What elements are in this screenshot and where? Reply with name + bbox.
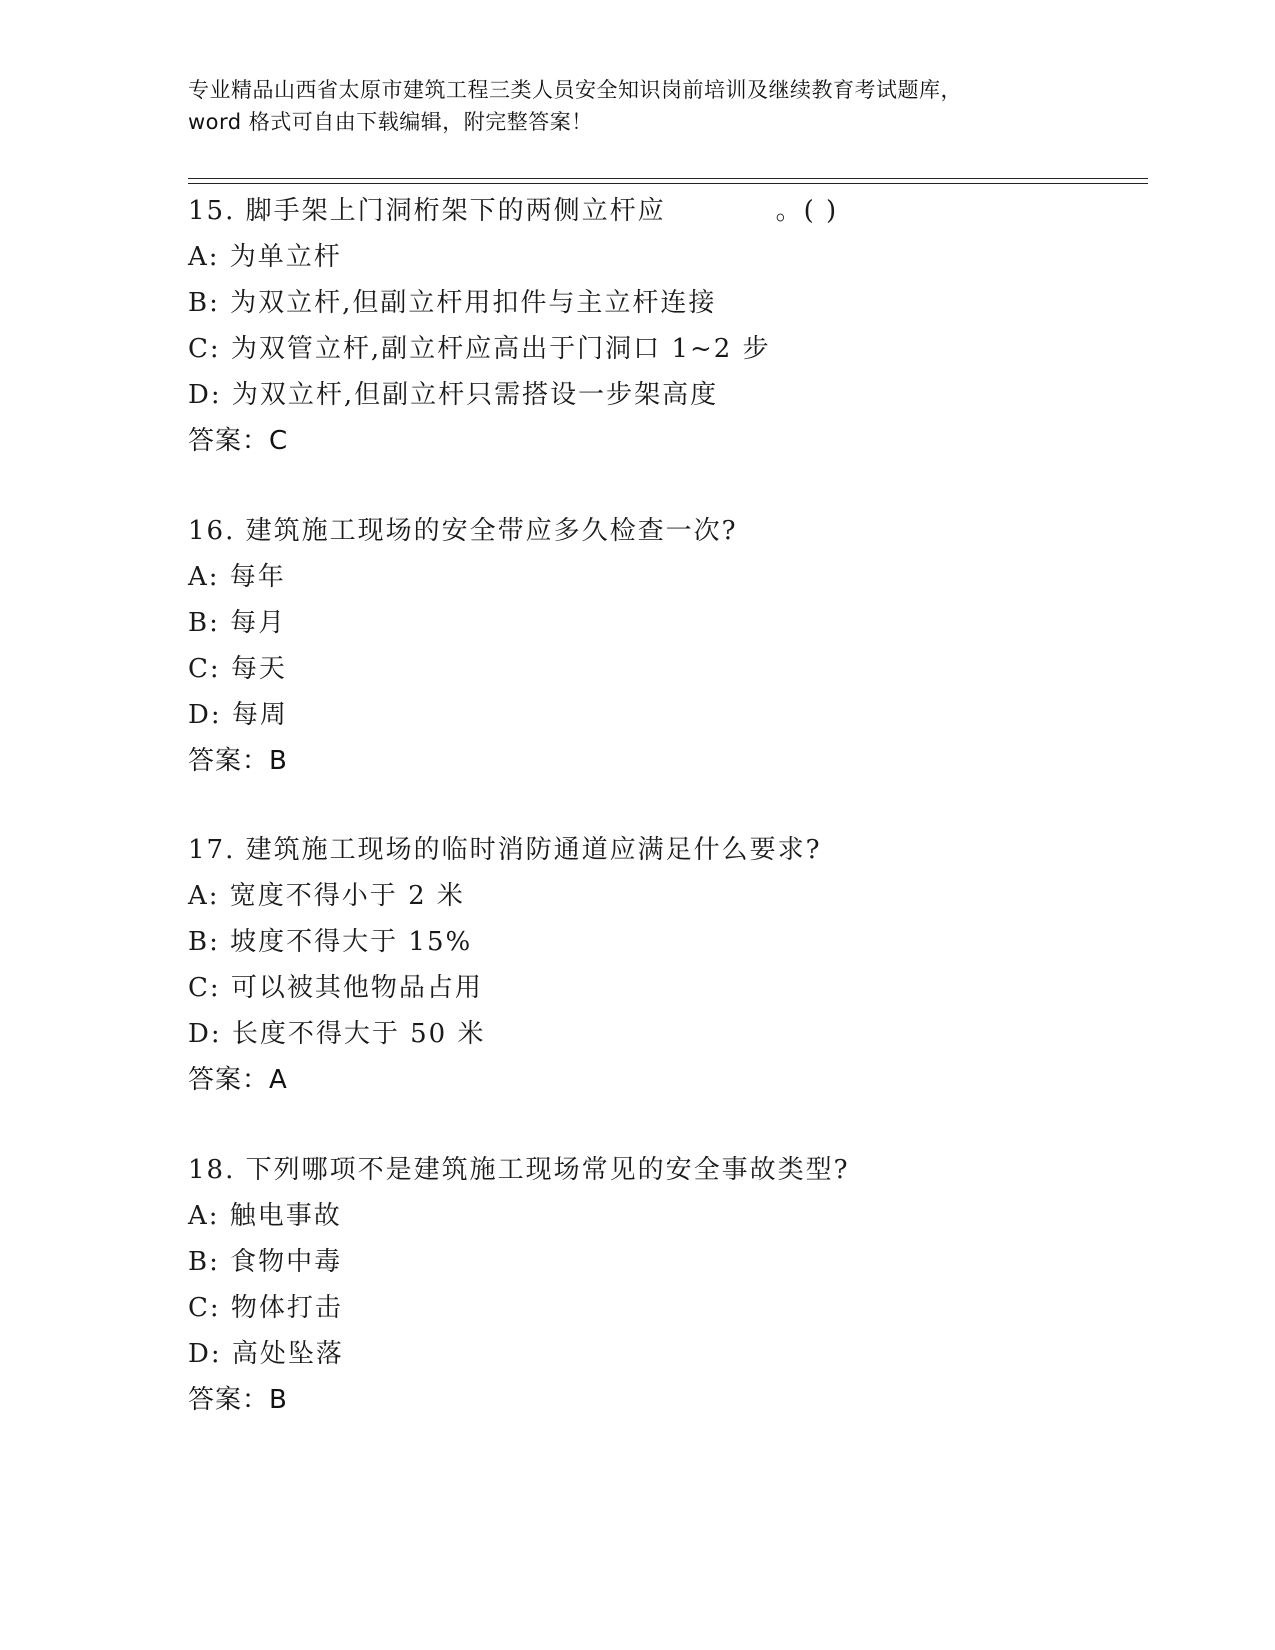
document-header bbox=[188, 74, 1088, 138]
option-b: B: 坡度不得大于 15% bbox=[188, 927, 473, 957]
question-stem bbox=[188, 188, 1148, 234]
option-c: C: 每天 bbox=[188, 654, 287, 684]
option-c: C: 物体打击 bbox=[188, 1293, 343, 1323]
option-d: D: 每周 bbox=[188, 700, 288, 730]
header-divider-top bbox=[188, 178, 1148, 179]
option-b: B: 为双立杆,但副立杆用扣件与主立杆连接 bbox=[188, 288, 717, 318]
question-stem: 16. 建筑施工现场的安全带应多久检查一次? bbox=[188, 516, 738, 546]
question-18 bbox=[188, 1147, 1148, 1423]
option-c: C: 为双管立杆,副立杆应高出于门洞口 1~2 步 bbox=[188, 334, 771, 364]
option-d: D: 为双立杆,但副立杆只需搭设一步架高度 bbox=[188, 380, 719, 410]
option-b: B: 食物中毒 bbox=[188, 1247, 343, 1277]
option-c: C: 可以被其他物品占用 bbox=[188, 973, 483, 1003]
option-a: A: 为单立杆 bbox=[188, 242, 342, 272]
question-stem-after-blank: 。( ) bbox=[775, 196, 839, 226]
option-d: D: 长度不得大于 50 米 bbox=[188, 1019, 486, 1049]
header-line-1: 专业精品山西省太原市建筑工程三类人员安全知识岗前培训及继续教育考试题库， bbox=[188, 78, 962, 102]
question-16 bbox=[188, 508, 1148, 784]
option-a: A: 触电事故 bbox=[188, 1201, 342, 1231]
answer-label: 答案：B bbox=[188, 1385, 288, 1415]
option-a: A: 每年 bbox=[188, 562, 286, 592]
question-15 bbox=[188, 188, 1148, 464]
header-line-2: word 格式可自由下载编辑，附完整答案！ bbox=[188, 110, 593, 134]
answer-label: 答案：B bbox=[188, 746, 288, 776]
option-a: A: 宽度不得小于 2 米 bbox=[188, 881, 465, 911]
option-b: B: 每月 bbox=[188, 608, 287, 638]
option-d: D: 高处坠落 bbox=[188, 1339, 344, 1369]
question-17 bbox=[188, 827, 1148, 1103]
answer-label: 答案：A bbox=[188, 1065, 288, 1095]
question-stem: 17. 建筑施工现场的临时消防通道应满足什么要求? bbox=[188, 835, 822, 865]
answer-label: 答案：C bbox=[188, 426, 289, 456]
header-divider-bottom bbox=[188, 183, 1148, 184]
question-stem: 18. 下列哪项不是建筑施工现场常见的安全事故类型? bbox=[188, 1155, 850, 1185]
question-stem-before-blank: 15. 脚手架上门洞桁架下的两侧立杆应 bbox=[188, 196, 666, 226]
